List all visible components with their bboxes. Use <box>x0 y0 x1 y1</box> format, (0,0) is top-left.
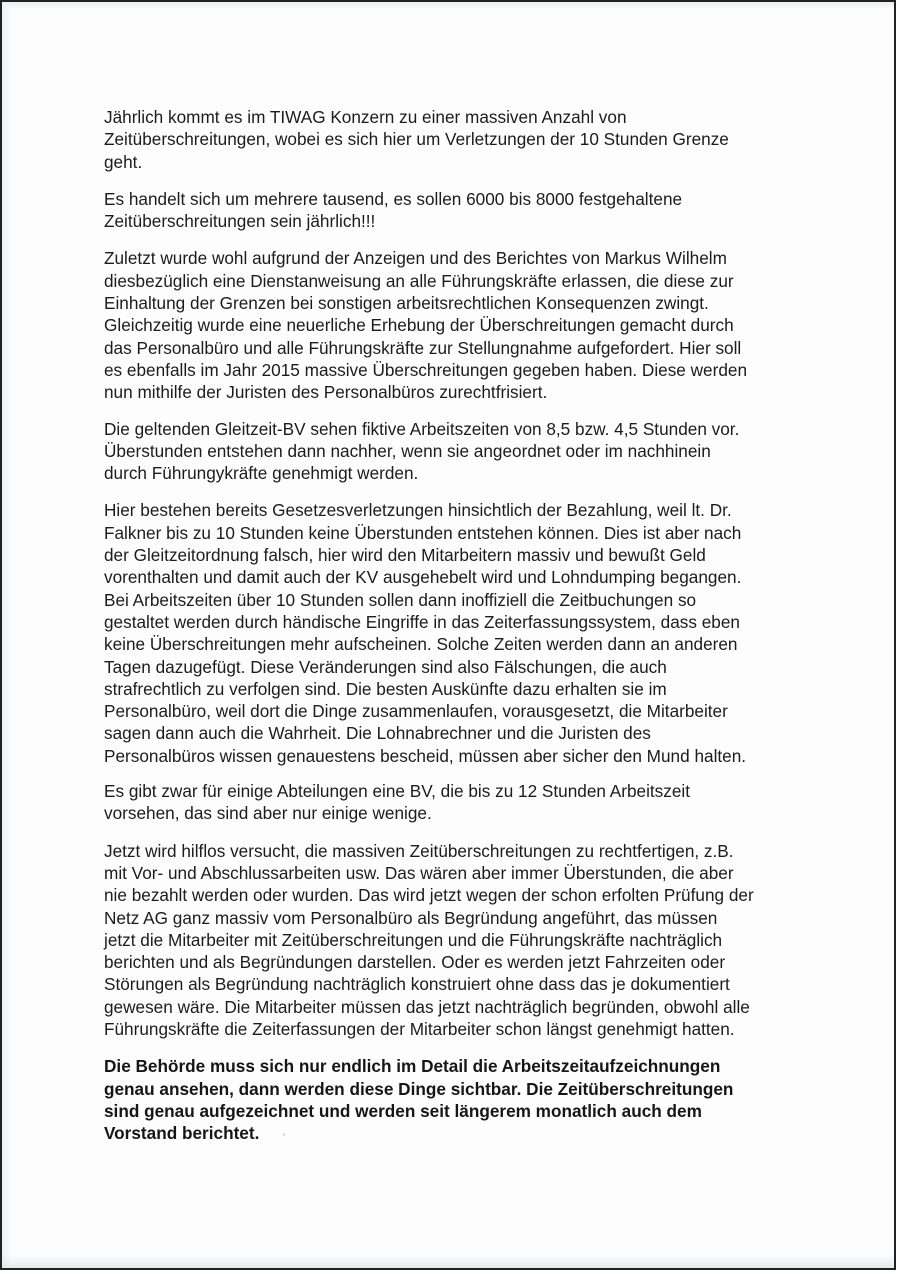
text-line: sind genau aufgezeichnet und werden seit längerem monatlich auch dem <box>104 1100 702 1121</box>
text-line: vorenthalten und damit auch der KV ausgehebelt wird und Lohndumping begangen. <box>104 567 742 588</box>
text-line: Personalbüro, weil dort die Dinge zusammenlaufen, vorausgesetzt, die Mitarbeiter <box>104 701 728 722</box>
text-line: Zeitüberschreitungen, wobei es sich hier um Verletzungen der 10 Stunden Grenze <box>104 129 729 150</box>
text-line: Führungskräfte die Zeiterfassungen der Mitarbeiter schon längst genehmigt hatten. <box>104 1018 735 1039</box>
paragraph-flextime-agreement <box>104 418 804 485</box>
text-line: Die geltenden Gleitzeit-BV sehen fiktive Arbeitszeiten von 8,5 bzw. 4,5 Stunden vor. <box>104 418 740 439</box>
text-line: genau ansehen, dann werden diese Dinge sichtbar. Die Zeitüberschreitungen <box>104 1078 734 1099</box>
text-line: vorsehen, das sind aber nur einige wenige. <box>104 803 432 824</box>
text-line: Personalbüros wissen genauestens bescheid, müssen aber sicher den Mund halten. <box>104 745 747 766</box>
text-line: es ebenfalls im Jahr 2015 massive Überschreitungen gegeben haben. Diese werden <box>104 359 748 380</box>
text-line: diesbezüglich eine Dienstanweisung an alle Führungskräfte erlassen, die diese zur <box>104 270 734 291</box>
text-line: Tagen dazugefügt. Diese Veränderungen sind also Fälschungen, die auch <box>104 656 667 677</box>
text-line: mit Vor- und Abschlussarbeiten usw. Das wären aber immer Überstunden, die aber <box>104 862 734 883</box>
text-line: durch Führungykräfte genehmigt werden. <box>104 463 419 484</box>
scan-shadow-top <box>2 2 894 10</box>
text-line: keine Überschreitungen mehr aufscheinen. Solche Zeiten werden dann an anderen <box>104 634 738 655</box>
text-line: Zeitüberschreitungen sein jährlich!!! <box>104 211 376 232</box>
paragraph-legal-violations <box>104 499 804 767</box>
text-line: Es gibt zwar für einige Abteilungen eine BV, die bis zu 12 Stunden Arbeitszeit <box>104 781 691 802</box>
text-line: gestaltet werden durch händische Eingriffe in das Zeiterfassungssystem, dass eben <box>104 611 740 632</box>
text-line: Vorstand berichtet. <box>104 1123 260 1144</box>
scan-shadow-left <box>2 2 12 1268</box>
scan-speck <box>280 1133 288 1136</box>
text-line: gewesen wäre. Die Mitarbeiter müssen das jetzt nachträglich begründen, obwohl alle <box>104 996 750 1017</box>
text-line: nie bezahlt werden oder wurden. Das wird jetzt wegen der schon erfolten Prüfung der <box>104 885 754 906</box>
text-line: geht. <box>104 151 143 172</box>
text-line: Bei Arbeitszeiten über 10 Stunden sollen dann inoffiziell die Zeitbuchungen so <box>104 589 697 610</box>
text-line: der Gleitzeitordnung falsch, hier wird den Mitarbeitern massiv und bewußt Geld <box>104 545 706 566</box>
text-line: Die Behörde muss sich nur endlich im Detail die Arbeitszeitaufzeichnungen <box>104 1056 721 1077</box>
paragraph-service-instruction <box>104 247 804 403</box>
paragraph-violation-count <box>104 188 804 233</box>
paragraph-annual-violations <box>104 106 804 173</box>
text-line: nun mithilfe der Juristen des Personalbüros zurechtfrisiert. <box>104 382 548 403</box>
scan-shadow-bottom <box>2 1254 894 1268</box>
text-line: Es handelt sich um mehrere tausend, es sollen 6000 bis 8000 festgehaltene <box>104 188 683 209</box>
paragraph-justification-attempts <box>104 840 804 1041</box>
paragraph-conclusion-bold <box>104 1055 804 1144</box>
text-line: Gleichzeitig wurde eine neuerliche Erhebung der Überschreitungen gemacht durch <box>104 315 734 336</box>
letter-body <box>104 106 804 1159</box>
text-line: Jährlich kommt es im TIWAG Konzern zu einer massiven Anzahl von <box>104 107 627 127</box>
text-line: strafrechtlich zu verfolgen sind. Die besten Auskünfte dazu erhalten sie im <box>104 678 667 699</box>
text-line: Falkner bis zu 10 Stunden keine Überstunden entstehen können. Dies ist aber nach <box>104 522 742 543</box>
text-line: jetzt die Mitarbeiter mit Zeitüberschreitungen und die Führungskräfte nachträglich <box>104 929 723 950</box>
text-line: Störungen als Begründung nachträglich konstruiert ohne dass das je dokumentiert <box>104 974 730 995</box>
text-line: berichten und als Begründungen darstellen. Oder es werden jetzt Fahrzeiten oder <box>104 952 726 973</box>
text-line: Hier bestehen bereits Gesetzesverletzungen hinsichtlich der Bezahlung, weil lt. Dr. <box>104 500 732 521</box>
text-line: Zuletzt wurde wohl aufgrund der Anzeigen und des Berichtes von Markus Wilhelm <box>104 248 727 269</box>
text-line: Überstunden entstehen dann nachher, wenn sie angeordnet oder im nachhinein <box>104 440 711 461</box>
paragraph-12-hour-agreement <box>104 780 804 825</box>
text-line: Netz AG ganz massiv vom Personalbüro als Begründung angeführt, das müssen <box>104 907 718 928</box>
text-line: Einhaltung der Grenzen bei sonstigen arbeitsrechtlichen Konsequenzen zwingt. <box>104 293 709 314</box>
text-line: sagen dann auch die Wahrheit. Die Lohnabrechner und die Juristen des <box>104 723 651 744</box>
text-line: das Personalbüro und alle Führungskräfte zur Stellungnahme aufgefordert. Hier soll <box>104 337 742 358</box>
text-line: Jetzt wird hilflos versucht, die massiven Zeitüberschreitungen zu rechtfertigen, z.B. <box>104 840 734 861</box>
